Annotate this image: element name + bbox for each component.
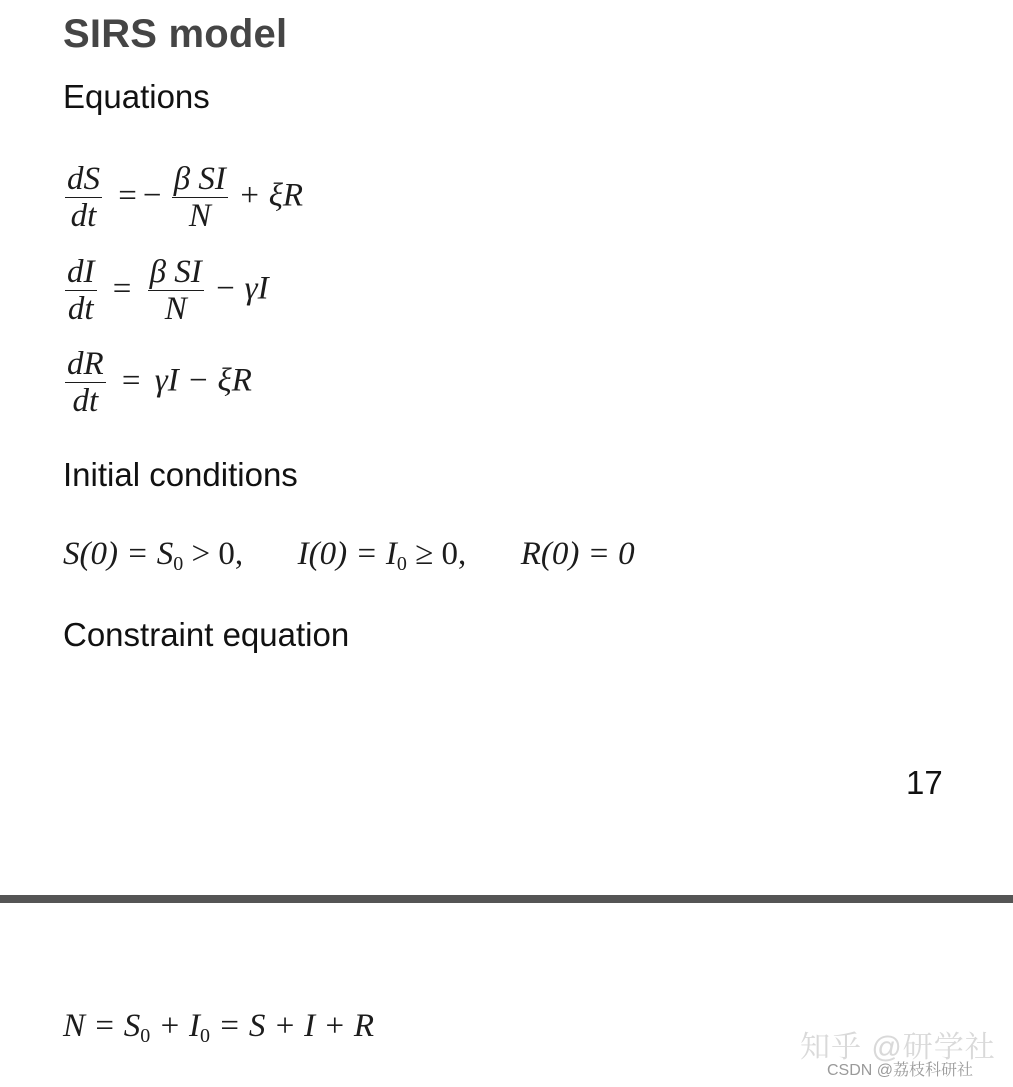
equation-tail: γI − ξR bbox=[154, 362, 252, 399]
fraction-denominator: N bbox=[188, 197, 211, 234]
constraint-rhs: = S + I + R bbox=[210, 1008, 374, 1044]
initial-condition-r: R(0) = 0 bbox=[520, 536, 635, 572]
constraint-mid: + I bbox=[150, 1008, 201, 1044]
initial-condition-i bbox=[297, 536, 467, 575]
fraction-denominator: dt bbox=[70, 197, 97, 234]
fraction-dr-dt bbox=[65, 347, 106, 419]
section-equations-label: Equations bbox=[63, 78, 210, 115]
equals-sign: = bbox=[118, 177, 137, 214]
constraint-lhs: N = S bbox=[63, 1008, 141, 1044]
fraction-numerator: dR bbox=[67, 346, 104, 382]
initial-condition-s bbox=[63, 536, 244, 575]
subscript: 0 bbox=[173, 553, 184, 575]
initial-s-rhs: > 0, bbox=[183, 536, 244, 572]
equation-tail: + ξR bbox=[238, 177, 303, 214]
subscript: 0 bbox=[200, 1025, 211, 1047]
section-initial-conditions-label: Initial conditions bbox=[63, 456, 298, 493]
page-number: 17 bbox=[906, 764, 943, 801]
fraction-di-dt bbox=[65, 255, 97, 327]
equation-di-dt bbox=[63, 255, 269, 327]
fraction-beta-si-n bbox=[148, 255, 204, 327]
fraction-denominator: dt bbox=[72, 382, 99, 419]
fraction-ds-dt bbox=[65, 162, 102, 234]
fraction-denominator: dt bbox=[67, 290, 94, 327]
watermark-zhihu: 知乎 @研学社 bbox=[800, 1031, 996, 1064]
initial-i-lhs: I(0) = I bbox=[297, 536, 397, 572]
equation-ds-dt bbox=[63, 162, 303, 234]
watermark-csdn: CSDN @荔枝科研社 bbox=[827, 1062, 974, 1079]
fraction-numerator: dS bbox=[67, 161, 100, 197]
fraction-numerator: β SI bbox=[173, 161, 226, 197]
initial-conditions-line bbox=[63, 536, 635, 576]
slide-title: SIRS model bbox=[63, 12, 288, 56]
section-constraint-label: Constraint equation bbox=[63, 616, 350, 653]
constraint-equation bbox=[63, 1008, 374, 1048]
fraction-denominator: N bbox=[164, 290, 187, 327]
subscript: 0 bbox=[140, 1025, 151, 1047]
equals-sign: = bbox=[112, 270, 132, 307]
equals-sign: = bbox=[121, 362, 141, 399]
equation-tail: − γI bbox=[214, 270, 269, 307]
fraction-numerator: β SI bbox=[149, 254, 202, 290]
subscript: 0 bbox=[396, 553, 407, 575]
minus-sign: − bbox=[142, 177, 162, 214]
initial-s-lhs: S(0) = S bbox=[63, 536, 174, 572]
fraction-beta-si-n bbox=[172, 162, 228, 234]
initial-i-rhs: ≥ 0, bbox=[406, 536, 467, 572]
fraction-numerator: dI bbox=[67, 254, 95, 290]
equation-dr-dt bbox=[63, 347, 252, 419]
page-divider bbox=[0, 895, 1013, 903]
